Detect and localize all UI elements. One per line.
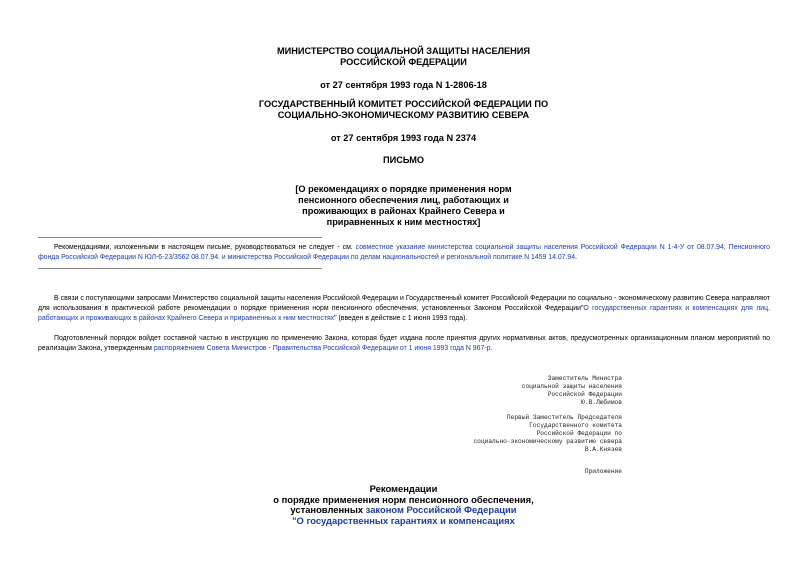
subject-line-1: [О рекомендациях о порядке применения норм: [295, 184, 512, 194]
note-paragraph: Рекомендациями, изложенными в настоящем письме, руководствоваться не следует - см. совместное указание министерства социальной защиты населения Российской Федерации N 1-4-У от 08.07.94; Пенсионного фонда Российской Федерации N ЮЛ-6-23/3562 08.07.94. и министерства Российской Федерации по делам национальностей и региональной политике N 1459 14.07.94.: [38, 244, 770, 261]
recommendations-title: [0, 484, 807, 526]
note-link[interactable]: совместное указание министерства социальной защиты населения Российской Федерации N 1-4-У от 08.07.94; Пенсионного фонда Российской Федерации N ЮЛ-6-23/3562 08.07.94. и министерства Российской Федерации по делам национальностей и региональной политике N 1459 14.07.94: [38, 244, 770, 261]
doc-type: ПИСЬМО: [382, 155, 425, 165]
committee-line-2: СОЦИАЛЬНО-ЭКОНОМИЧЕСКОМУ РАЗВИТИЮ СЕВЕРА: [277, 110, 530, 120]
rec-line-2: о порядке применения норм пенсионного обеспечения,: [273, 493, 534, 505]
rec-line-1: Рекомендации: [369, 483, 438, 494]
subject-line-3: проживающих в районах Крайнего Севера и: [302, 206, 505, 216]
subject-line-2: пенсионного обеспечения лиц, работающих и: [298, 195, 509, 205]
date-line-2: от 27 сентября 1993 года N 2374: [330, 133, 477, 143]
order-link[interactable]: распоряжением Совета Министров - Правительства Российской Федерации от 1 июня 1993 года N 967-р: [153, 345, 491, 352]
subject: [0, 184, 807, 228]
date-line-1: от 27 сентября 1993 года N 1-2806-18: [320, 80, 487, 90]
committee-block: [0, 99, 807, 121]
law-link[interactable]: О государственных гарантиях и компенсациях для лиц, работающих и проживающих в районах Крайнего Севера и приравненных к ним местностях: [38, 305, 770, 322]
signature-block-1: Заместитель Министра социальной защиты населения Российской Федерации Ю.В.Любимов: [521, 375, 622, 406]
note-top-rule: [38, 237, 322, 238]
body-paragraph-2: Подготовленный порядок войдет составной частью в инструкцию по применению Закона, которая будет издана после принятия других нормативных актов, предусмотренных организационным планом мероприятий по реализации Закона, утвержденным распоряжением Совета Министров - Правительства Российской Федерации от 1 июня 1993 года N 967-р.: [38, 335, 770, 352]
rec-line-4: [0, 516, 807, 527]
committee-line-1: ГОСУДАРСТВЕННЫЙ КОМИТЕТ РОССИЙСКОЙ ФЕДЕРАЦИИ ПО: [258, 99, 549, 109]
signature-block-2: Первый Заместитель Председателя Государственного комитета Российской Федерации по социально-экономическому развитию севера В.А.Князев: [473, 414, 622, 453]
body-paragraph-1: В связи с поступающими запросами Министерство социальной защиты населения Российской Федерации и Государственный комитет Российской Федерации по социально - экономическому развитию Севера направляют для использования в практической работе рекомендации о порядке применения норм пенсионного обеспечения, установленных Законом Российской Федерации"О государственных гарантиях и компенсациях для лиц, работающих и проживающих в районах Крайнего Севера и приравненных к ним местностях" (введен в действие с 1 июня 1993 года).: [38, 295, 770, 322]
ministry-line-1: МИНИСТЕРСТВО СОЦИАЛЬНОЙ ЗАЩИТЫ НАСЕЛЕНИЯ: [277, 46, 530, 56]
subject-line-4: приравненных к ним местностях]: [326, 217, 481, 227]
note-bottom-rule: [38, 268, 322, 269]
ministry-line-2: РОССИЙСКОЙ ФЕДЕРАЦИИ: [340, 57, 467, 67]
federal-law-link[interactable]: законом Российской Федерации: [365, 504, 517, 516]
header: [0, 46, 807, 68]
rec-line-3: установленных законом Российской Федерации: [290, 504, 517, 516]
federal-law-title-link[interactable]: "О государственных гарантиях и компенсациях: [292, 514, 515, 526]
appendix-label: Приложение: [584, 468, 622, 475]
